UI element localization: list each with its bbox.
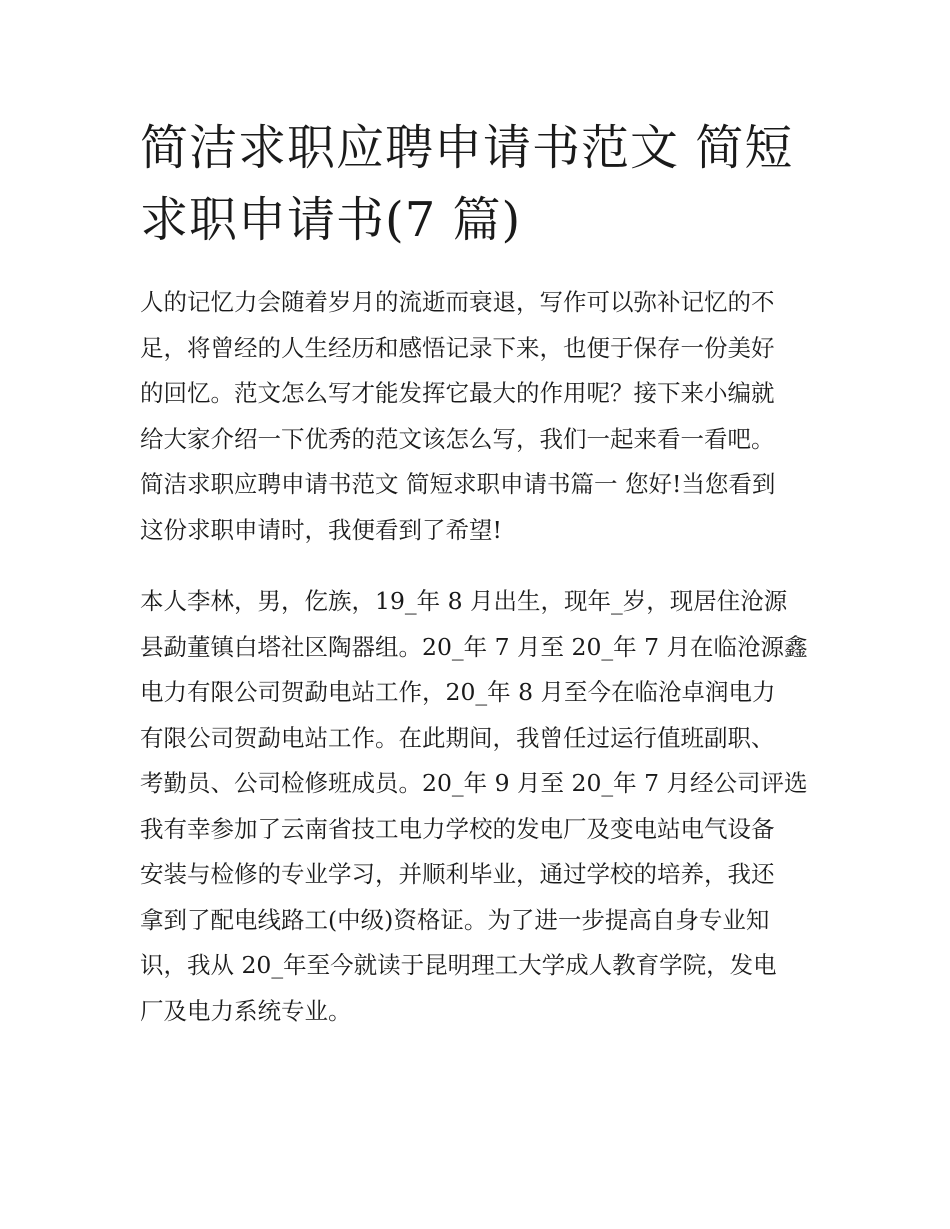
intro-paragraph: 人的记忆力会随着岁月的流逝而衰退，写作可以弥补记忆的不 足，将曾经的人生经历和感悟记录下来，也便于保存一份美好 的回忆。范文怎么写才能发挥它最大的作用呢？接下来小编就 给大家介绍一下优秀的范文该怎么写，我们一起来看一看吧。 简洁求职应聘申请书范文 简短求职申请书篇一 您好!当您看到 这份求职申请时，我便看到了希望! — [140, 288, 776, 544]
personal-info-paragraph: 本人李林，男，仡族，19_年 8 月出生，现年_岁，现居住沧源 县勐董镇白塔社区陶器组。20_年 7 月至 20_年 7 月在临沧源鑫 电力有限公司贺勐电站工作，20_年 8 月至今在临沧卓润电力 有限公司贺勐电站工作。在此期间，我曾任过运行值班副职、 考勤员、公司检修班成员。20_年 9 月至 20_年 7 月经公司评选 我有幸参加了云南省技工电力学校的发电厂及变电站电气设备 安装与检修的专业学习，并顺利毕业，通过学校的培养，我还 拿到了配电线路工(中级)资格证。为了进一步提高自身专业知 识，我从 20_年至今就读于昆明理工大学成人教育学院，发电 厂及电力系统专业。 — [140, 587, 808, 1025]
document-title: 简洁求职应聘申请书范文 简短 求职申请书(7 篇) — [140, 120, 794, 248]
